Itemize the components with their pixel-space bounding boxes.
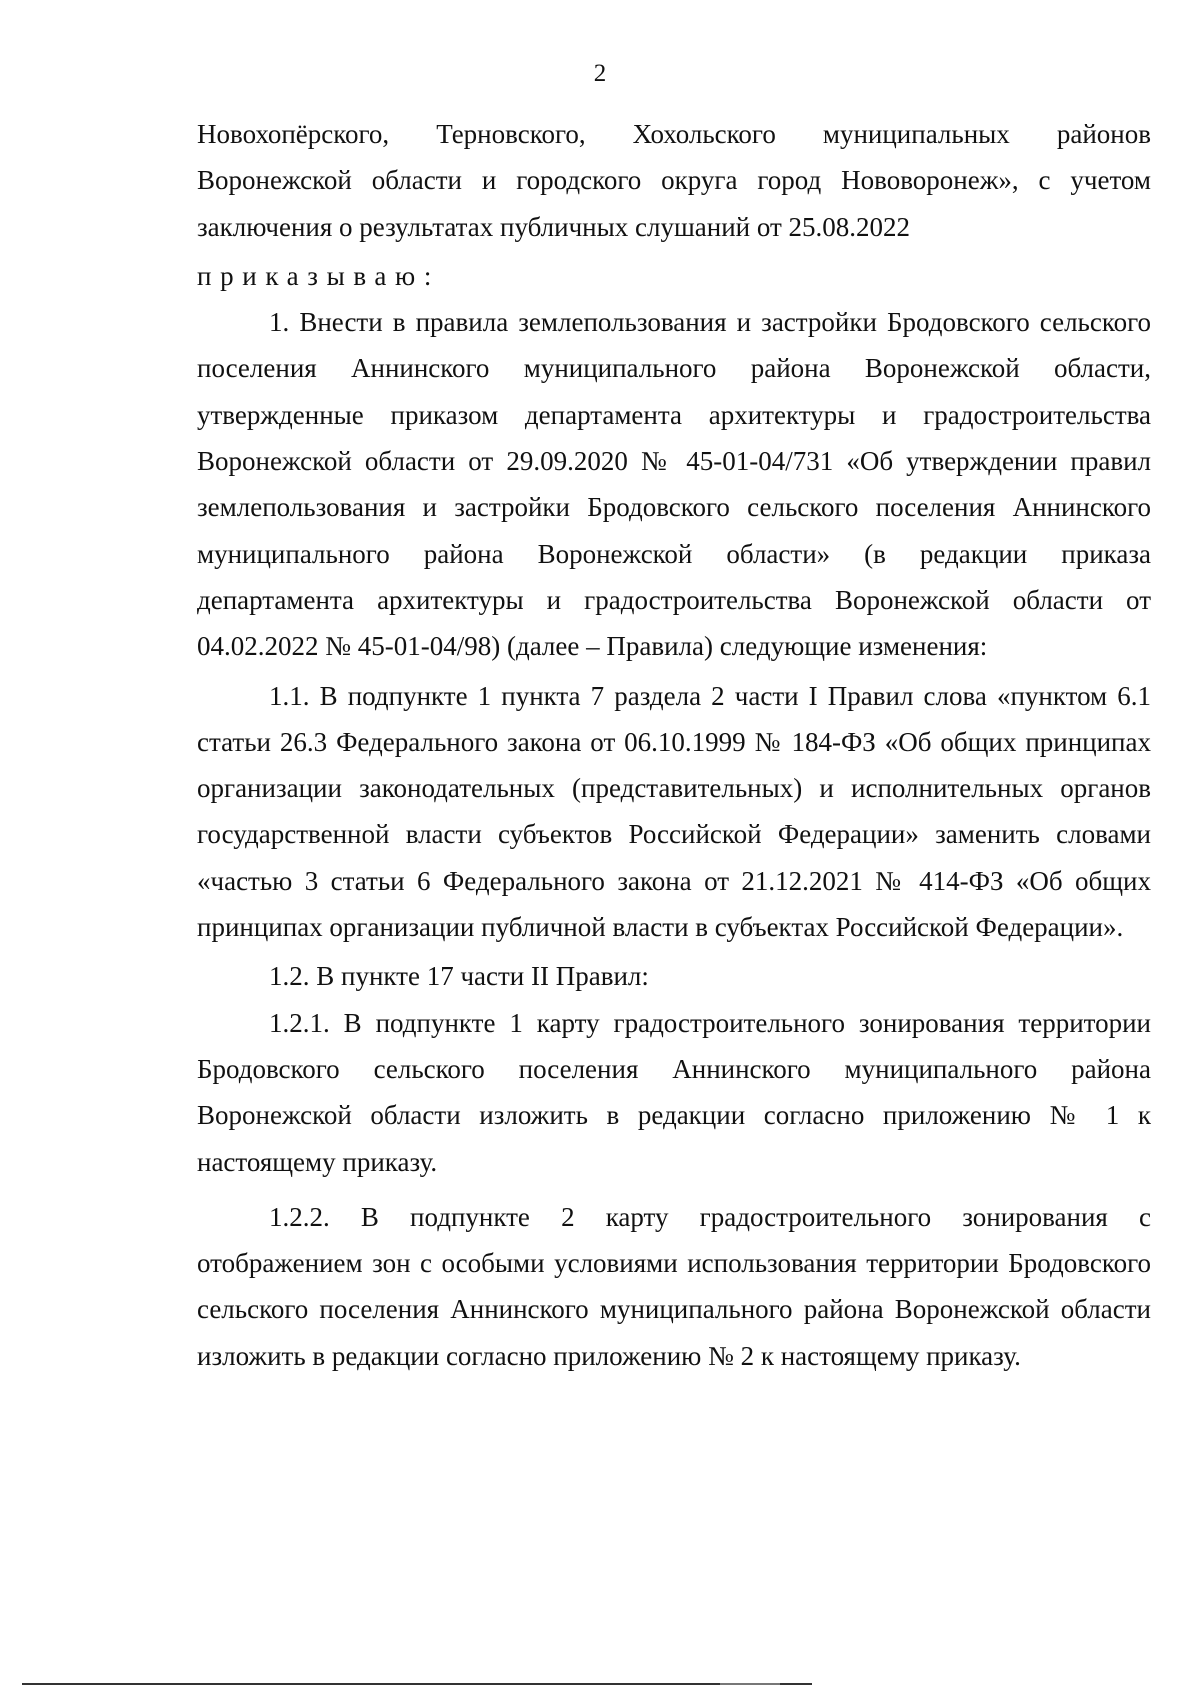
paragraph-item-1-2-1: 1.2.1. В подпункте 1 карту градостроительного зонирования территории Бродовского сельского поселения Аннинского муниципального района Воронежской области изложить в редакции согласно приложению № 1 к настоящему приказу.: [197, 1007, 1151, 1177]
paragraph-continuation: Новохопёрского, Терновского, Хохольского муниципальных районов Воронежской области и городского округа город Нововоронеж», с учетом заключения о результатах публичных слушаний от 25.08.2022: [197, 119, 1151, 242]
paragraph-item-1-1: 1.1. В подпункте 1 пункта 7 раздела 2 части I Правил слова «пунктом 6.1 статьи 26.3 Федерального закона от 06.10.1999 № 184-ФЗ «Об общих принципах организации законодательных (представительных) и исполнительных органов государственной власти субъектов Российской Федерации» заменить словами «частью 3 статьи 6 Федерального закона от 21.12.2021 № 414-ФЗ «Об общих принципах организации публичной власти в субъектах Российской Федерации».: [197, 680, 1151, 943]
scan-edge-line-segment: [720, 1683, 780, 1685]
order-word: приказываю:: [197, 260, 440, 291]
paragraph-item-1: 1. Внести в правила землепользования и застройки Бродовского сельского поселения Аннинского муниципального района Воронежской области, утвержденные приказом департамента архитектуры и градостроительства Воронежской области от 29.09.2020 № 45-01-04/731 «Об утверждении правил землепользования и застройки Бродовского сельского поселения Аннинского муниципального района Воронежской области» (в редакции приказа департамента архитектуры и градостроительства Воронежской области от 04.02.2022 № 45-01-04/98) (далее – Правила) следующие изменения:: [197, 307, 1151, 662]
paragraph-item-1-2-2: 1.2.2. В подпункте 2 карту градостроительного зонирования с отображением зон с особыми условиями использования территории Бродовского сельского поселения Аннинского муниципального района Воронежской области изложить в редакции согласно приложению № 2 к настоящему приказу.: [197, 1201, 1151, 1371]
paragraph-item-1-2: 1.2. В пункте 17 части II Правил:: [269, 961, 649, 992]
document-body: [197, 111, 1151, 1379]
page-number: 2: [593, 60, 607, 87]
scan-edge-line: [22, 1683, 812, 1685]
